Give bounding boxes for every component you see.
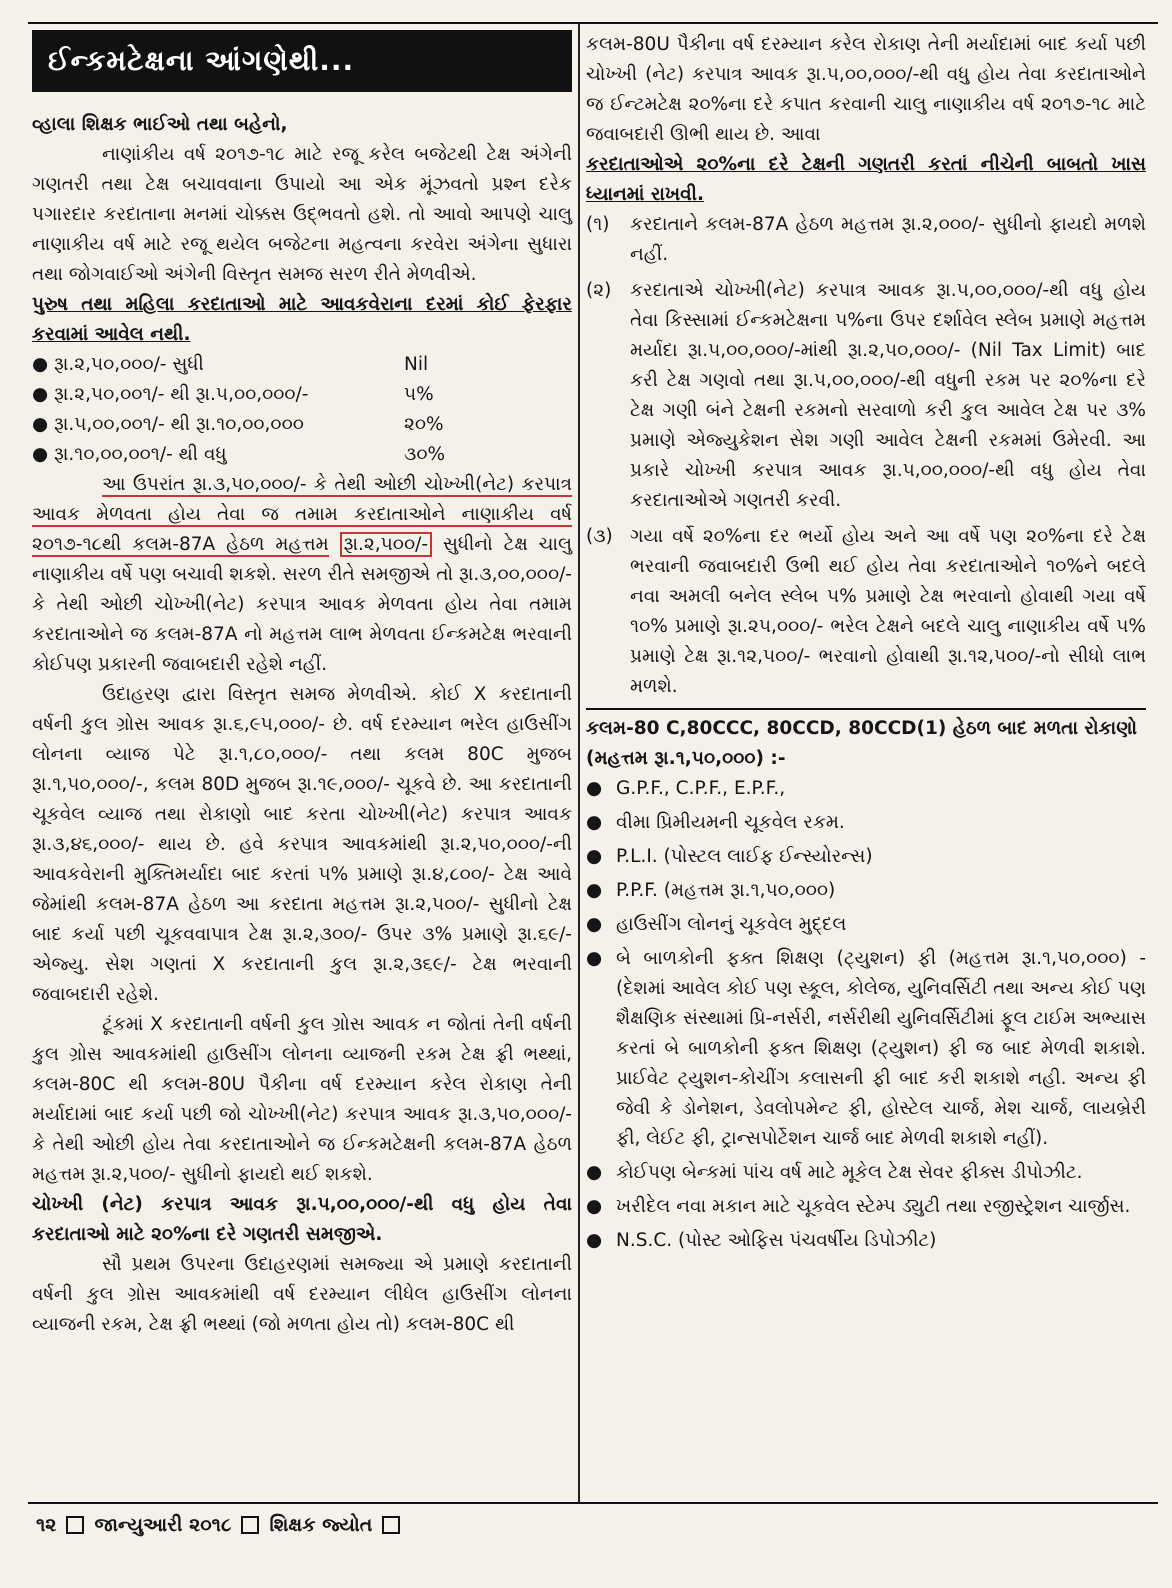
tax-slab-list	[32, 350, 572, 470]
highlight-box: રૂા.૨,૫૦૦/-	[340, 532, 432, 557]
deductions-list	[586, 774, 1146, 1256]
deductions-heading: કલમ-80 C,80CCC, 80CCD, 80CCD(1) હેઠળ બાદ મળતા રોકાણો	[586, 718, 1137, 739]
bullet-icon: ●	[586, 1230, 603, 1251]
list-item: ● કોઈપણ બેન્કમાં પાંચ વર્ષ માટે મૂકેલ ટેક્ષ સેવર ફીક્સ ડીપોઝીટ.	[586, 1158, 1146, 1188]
bullet-icon: ●	[586, 1162, 603, 1183]
bullet-icon: ●	[586, 948, 603, 969]
bullet-icon: ●	[32, 354, 49, 375]
list-item: ● વીમા પ્રિમીયમની ચૂકવેલ રકમ.	[586, 808, 1146, 838]
bullet-icon: ●	[586, 880, 603, 901]
issue-month: જાન્યુઆરી ૨૦૧૮	[94, 1514, 232, 1536]
bottom-rule	[28, 1502, 1158, 1504]
bullet-icon: ●	[586, 914, 603, 935]
salutation: વ્હાલા શિક્ષક ભાઈઓ તથા બહેનો,	[32, 114, 288, 135]
list-item: ● ખરીદેલ નવા મકાન માટે ચૂકવેલ સ્ટેમ્પ ડ્યુટી તથા રજીસ્ટ્રેશન ચાર્જીસ.	[586, 1192, 1146, 1222]
deductions-subheading: (મહત્તમ રૂા.૧,૫૦,૦૦૦) :-	[586, 748, 786, 769]
square-icon	[241, 1516, 259, 1534]
square-icon	[66, 1516, 84, 1534]
slab-row: ● રૂા.૫,૦૦,૦૦૧/- થી રૂા.૧૦,૦૦,૦૦૦ ૨૦%	[32, 410, 572, 440]
right-column	[586, 30, 1146, 1260]
bullet-icon: ●	[32, 444, 49, 465]
example-paragraph: ઉદાહરણ દ્વારા વિસ્તૃત સમજ મેળવીએ. કોઈ X કરદાતાની વર્ષની કુલ ગ્રોસ આવક રૂા.૬,૯૫,૦૦૦/- છે. વર્ષ દરમ્યાન ભરેલ હાઉસીંગ લોનના વ્યાજ પેટે રૂા.૧,૮૦,૦૦૦/- તથા કલમ 80C મુજબ રૂા.૧,૫૦,૦૦૦/-, કલમ 80D મુજબ રૂા.૧૯,૦૦૦/- ચૂકવે છે. આ કરદાતાની ચૂકવેલ વ્યાજ તથા રોકાણો બાદ કરતા ચોખ્ખી(નેટ) કરપાત્ર આવક રૂા.૩,૪૬,૦૦૦/- થાય છે. હવે કરપાત્ર આવકમાંથી રૂા.૨,૫૦,૦૦૦/-ની આવકવેરાની મુક્તિમર્યાદા બાદ કરતાં ૫% પ્રમાણે રૂા.૪,૮૦૦/- ટેક્ષ આવે જેમાંથી કલમ-87A હેઠળ આ કરદાતા મહત્તમ રૂા.૨,૫૦૦/- સુધીનો ટેક્ષ બાદ કર્યા પછી ચૂકવવાપાત્ર ટેક્ષ રૂા.૨,૩૦૦/- ઉપર ૩% પ્રમાણે રૂા.૬૯/- એજ્યુ. સેશ ગણતાં X કરદાતાની કુલ રૂા.૨,૩૬૯/- ટેક્ષ ભરવાની જવાબદારી રહેશે.	[32, 684, 572, 1005]
page-footer	[36, 1514, 400, 1536]
bold-paragraph: ચોખ્ખી (નેટ) કરપાત્ર આવક રૂા.૫,૦૦,૦૦૦/-થી વધુ હોય તેવા કરદાતાઓ માટે ૨૦%ના દરે ગણતરી સમજીએ.	[32, 1194, 572, 1245]
magazine-name: શિક્ષક જ્યોત	[269, 1514, 373, 1536]
slab-row: ● રૂા.૨,૫૦,૦૦૧/- થી રૂા.૫,૦૦,૦૦૦/- ૫%	[32, 380, 572, 410]
list-item: (૩) ગયા વર્ષે ૨૦%ના દર ભર્યો હોય અને આ વર્ષે પણ ૨૦%ના દરે ટેક્ષ ભરવાની જવાબદારી ઉભી થઈ હોય તેવા કરદાતાઓને ૧૦%ને બદલે નવા અમલી બનેલ સ્લેબ ૫% પ્રમાણે ટેક્ષ ભરવાનો હોવાથી ગયા વર્ષે ૧૦% પ્રમાણે રૂા.૨૫,૦૦૦/- ભરેલ ટેક્ષને બદલે ચાલુ નાણાકીય વર્ષે ૫% પ્રમાણે ટેક્ષ રૂા.૧૨,૫૦૦/- ભરવાનો હોવાથી રૂા.૧૨,૫૦૦/-નો સીધો લાભ મળશે.	[586, 526, 1146, 697]
page-number: ૧૨	[36, 1514, 57, 1536]
article-banner: ઈન્કમટેક્ષના આંગણેથી...	[32, 30, 572, 92]
continued-text: કલમ-80U પૈકીના વર્ષ દરમ્યાન કરેલ રોકાણ તેની મર્યાદામાં બાદ કર્યા પછી ચોખ્ખી (નેટ) કરપાત્ર આવક રૂા.૫,૦૦,૦૦૦/-થી વધુ હોય તેવા કરદાતાઓને જ ઈન્ટમટેક્ષ ૨૦%ના દરે કપાત કરવાની ચાલુ નાણાકીય વર્ષ ૨૦૧૭-૧૮ માટે જવાબદારી ઊભી થાય છે. આવા	[586, 34, 1146, 145]
list-item: ● હાઉસીંગ લોનનું ચૂકવેલ મુદ્દલ	[586, 910, 1146, 940]
square-icon	[382, 1516, 400, 1534]
numbered-points	[586, 210, 1146, 702]
left-column	[32, 30, 572, 1340]
continued-paragraph: સૌ પ્રથમ ઉપરના ઉદાહરણમાં સમજ્યા એ પ્રમાણે કરદાતાની વર્ષની કુલ ગ્રોસ આવકમાંથી વર્ષ દરમ્યાન લીધેલ હાઉસીંગ લોનના વ્યાજની રકમ, ટેક્ષ ફ્રી ભથ્થાં (જો મળતા હોય તો) કલમ-80C થી	[32, 1254, 572, 1335]
list-item: (૨) કરદાતાએ ચોખ્ખી(નેટ) કરપાત્ર આવક રૂા.૫,૦૦,૦૦૦/-થી વધુ હોય તેવા કિસ્સામાં ઈન્કમટેક્ષના ૫%ના ઉપર દર્શાવેલ સ્લેબ પ્રમાણે મહત્તમ મર્યાદા રૂા.૫,૦૦,૦૦૦/-માંથી રૂા.૨,૫૦,૦૦૦/- (Nil Tax Limit) બાદ કરી ટેક્ષ ગણવો તથા રૂા.૫,૦૦,૦૦૦/-થી વધુની રકમ પર ૨૦%ના દરે ટેક્ષ ગણી બંને ટેક્ષની રકમનો સરવાળો કરી કુલ આવેલ ટેક્ષ પર ૩% પ્રમાણે એજ્યુકેશન સેશ ગણી આવેલ ટેક્ષની રકમમાં ઉમેરવી. આ પ્રકારે ચોખ્ખી કરપાત્ર આવક રૂા.૫,૦૦,૦૦૦/-થી વધુ હોય તેવા કરદાતાઓએ ગણતરી કરવી.	[586, 280, 1146, 511]
list-item: ● P.L.I. (પોસ્ટલ લાઈફ ઈન્સ્યોરન્સ)	[586, 842, 1146, 872]
bullet-icon: ●	[586, 1196, 603, 1217]
bullet-icon: ●	[32, 384, 49, 405]
list-item: ● P.P.F. (મહત્તમ રૂા.૧,૫૦,૦૦૦)	[586, 876, 1146, 906]
slab-heading: પુરુષ તથા મહિલા કરદાતાઓ માટે આવકવેરાના દરમાં કોઈ ફેરફાર કરવામાં આવેલ નથી.	[32, 294, 572, 345]
bullet-icon: ●	[586, 846, 603, 867]
slab-row: ● રૂા.૧૦,૦૦,૦૦૧/- થી વધુ ૩૦%	[32, 440, 572, 470]
rebate-paragraph: આ ઉપરાંત રૂા.૩,૫૦,૦૦૦/- કે તેથી ઓછી ચોખ્ખી(નેટ) કરપાત્ર આવક મેળવતા હોય તેવા જ તમામ કરદાતાઓને નાણાકીય વર્ષ ૨૦૧૭-૧૮થી કલમ-87A હેઠળ મહત્તમ રૂા.૨,૫૦૦/- સુધીનો ટેક્ષ ચાલુ નાણાકીય વર્ષે પણ બચાવી શકશે. સરળ રીતે સમજીએ તો રૂા.૩,૦૦,૦૦૦/- કે તેથી ઓછી ચોખ્ખી(નેટ) કરપાત્ર આવક મેળવતા હોય તેવા તમામ કરદાતાઓને જ કલમ-87A નો મહત્તમ લાભ મેળવતા ઈન્કમટેક્ષ ભરવાની કોઈપણ પ્રકારની જવાબદારી રહેશે નહીં.	[32, 474, 572, 675]
section-rule	[586, 708, 1146, 710]
top-rule	[28, 22, 1158, 24]
list-item: ● N.S.C. (પોસ્ટ ઓફિસ પંચવર્ષીય ડિપોઝીટ)	[586, 1226, 1146, 1256]
list-item: ● બે બાળકોની ફક્ત શિક્ષણ (ટ્યુશન) ફી (મહત્તમ રૂા.૧,૫૦,૦૦૦) - (દેશમાં આવેલ કોઈ પણ સ્કૂલ, કોલેજ, યુનિવર્સિટી તથા અન્ય કોઈ પણ શૈક્ષણિક સંસ્થામાં પ્રિ-નર્સરી, નર્સરીથી યુનિવર્સિટીમાં ફૂલ ટાઈમ અભ્યાસ કરતાં બે બાળકોની ફક્ત શિક્ષણ (ટ્યુશન) ફી જ બાદ મેળવી શકાશે. પ્રાઈવેટ ટ્યુશન-કોચીંગ કલાસની ફી બાદ કરી શકાશે નહી. અન્ય ફી જેવી કે ડોનેશન, ડેવલોપમેન્ટ ફી, હોસ્ટેલ ચાર્જ, મેશ ચાર્જ, લાયબ્રેરી ફી, લેઈટ ફી, ટ્રાન્સપોર્ટેશન ચાર્જ બાદ મેળવી શકાશે નહીં).	[586, 944, 1146, 1154]
bullet-icon: ●	[586, 812, 603, 833]
list-item: ● G.P.F., C.P.F., E.P.F.,	[586, 774, 1146, 804]
intro-paragraph: નાણાંકીય વર્ષ ૨૦૧૭-૧૮ માટે રજૂ કરેલ બજેટથી ટેક્ષ અંગેની ગણતરી તથા ટેક્ષ બચાવવાના ઉપાયો આ એક મૂંઝવતો પ્રશ્ન દરેક પગારદાર કરદાતાના મનમાં ચોક્કસ ઉદ્ભવતો હશે. તો આવો આપણે ચાલુ નાણાકીય વર્ષ માટે રજૂ થયેલ બજેટના મહત્વના કરવેરા અંગેના સુધારા તથા જોગવાઈઓ અંગેની વિસ્તૃત સમજ સરળ રીતે મેળવીએ.	[32, 144, 572, 285]
column-divider	[578, 24, 580, 1504]
points-heading: કરદાતાઓએ ૨૦%ના દરે ટેક્ષની ગણતરી કરતાં નીચેની બાબતો ખાસ ધ્યાનમાં રાખવી.	[586, 154, 1146, 205]
slab-row: ● રૂા.૨,૫૦,૦૦૦/- સુધી Nil	[32, 350, 572, 380]
summary-paragraph: ટૂંકમાં X કરદાતાની વર્ષની કુલ ગ્રોસ આવક ન જોતાં તેની વર્ષની કુલ ગ્રોસ આવકમાંથી હાઉસીંગ લોનના વ્યાજની રકમ ટેક્ષ ફ્રી ભથ્થાં, કલમ-80C થી કલમ-80U પૈકીના વર્ષ દરમ્યાન કરેલ રોકાણ તેની મર્યાદામાં બાદ કર્યા પછી જો ચોખ્ખી(નેટ) કરપાત્ર આવક રૂા.૩,૫૦,૦૦૦/- કે તેથી ઓછી હોય તેવા કરદાતાઓને જ ઈન્કમટેક્ષની કલમ-87A હેઠળ મહત્તમ રૂા.૨,૫૦૦/- સુધીનો ફાયદો થઈ શકશે.	[32, 1014, 572, 1185]
bullet-icon: ●	[586, 778, 603, 799]
bullet-icon: ●	[32, 414, 49, 435]
list-item: (૧) કરદાતાને કલમ-87A હેઠળ મહત્તમ રૂા.૨,૦૦૦/- સુધીનો ફાયદો મળશે નહીં.	[586, 214, 1146, 265]
